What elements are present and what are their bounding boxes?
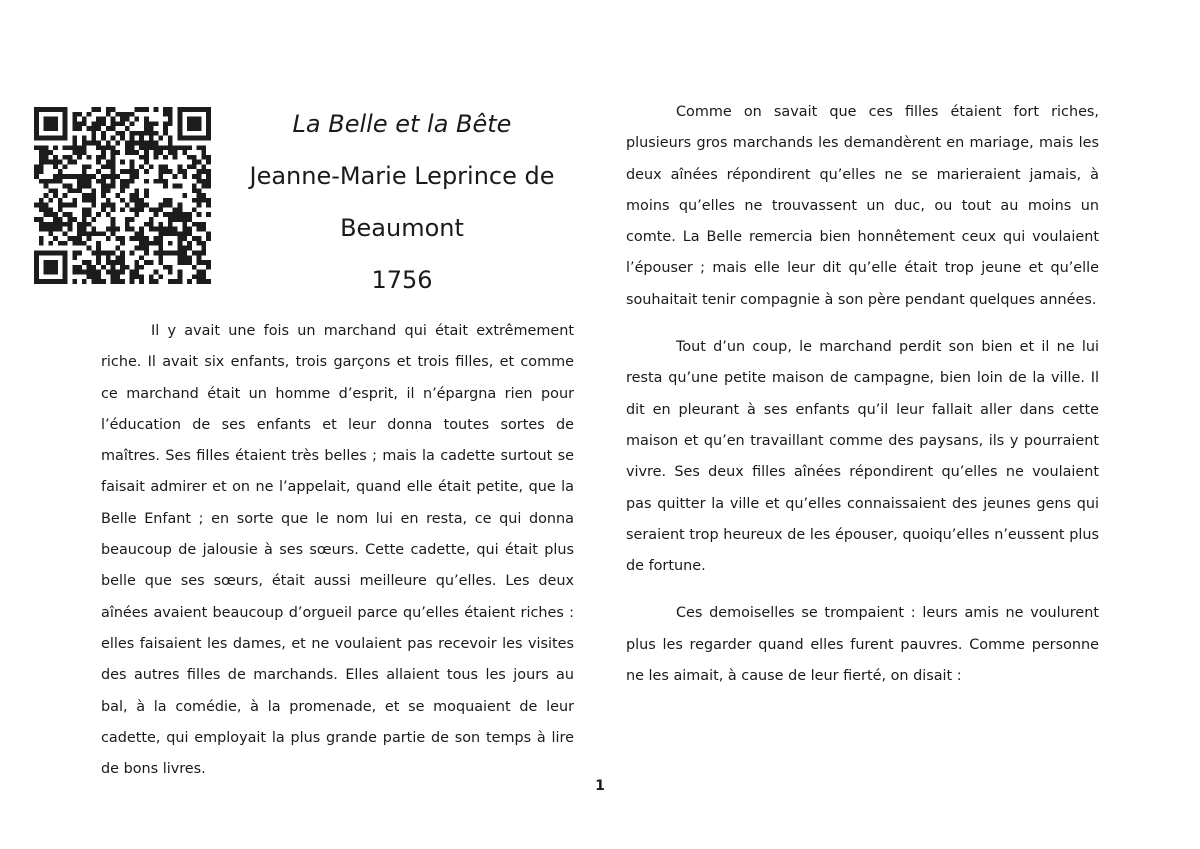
- paragraph: Il y avait une fois un marchand qui était extrêmement riche. Il avait six enfants, trois garçons et trois filles, et comme ce marchand était un homme d’esprit, il n’épargna rien pour l’éducation de ses enfants et leur donna toutes sortes de maîtres. Ses filles étaient très belles ; mais la cadette surtout se faisait admirer et on ne l’appelait, quand elle était petite, que la Belle Enfant ; en sorte que le nom lui en resta, ce qui donna beaucoup de jalousie à ses sœurs. Cette cadette, qui était plus belle que ses sœurs, était aussi meilleure qu’elles. Les deux aînées avaient beaucoup d’orgueil parce qu’elles étaient riches : elles faisaient les dames, et ne voulaient pas recevoir les visites des autres filles de marchands. Elles allaient tous les jours au bal, à la comédie, à la promenade, et se moquaient de leur cadette, qui employait la plus grande partie de son temps à lire de bons livres.: [101, 323, 574, 778]
- right-text-column: [626, 97, 1099, 692]
- qr-code: [34, 107, 211, 284]
- paragraph: Comme on savait que ces filles étaient fort riches, plusieurs gros marchands les demandèrent en mariage, mais les deux aînées répondirent qu’elles ne se marieraient jamais, à moins qu’elles ne trouvassent un duc, ou tout au moins un comte. La Belle remercia bien honnêtement ceux qui voulaient l’épouser ; mais elle leur dit qu’elle était trop jeune et qu’elle souhaitait tenir compagnie à son père pendant quelques années.: [626, 104, 1099, 308]
- left-text-column: [101, 316, 574, 785]
- paragraph: Ces demoiselles se trompaient : leurs amis ne voulurent plus les regarder quand elles furent pauvres. Comme personne ne les aimait, à cause de leur fierté, on disait :: [626, 605, 1099, 685]
- title-block: [232, 98, 572, 306]
- publication-year: 1756: [371, 266, 433, 294]
- author-line-1: Jeanne-Marie Leprince de: [249, 162, 555, 190]
- qr-code-image: [34, 107, 211, 284]
- book-title: La Belle et la Bête: [292, 110, 512, 138]
- paragraph: Tout d’un coup, le marchand perdit son bien et il ne lui resta qu’une petite maison de campagne, bien loin de la ville. Il dit en pleurant à ses enfants qu’il leur fallait aller dans cette maison et qu’en travaillant comme des paysans, ils y pourraient vivre. Ses deux filles aînées répondirent qu’elles ne voulaient pas quitter la ville et qu’elles connaissaient des jeunes gens qui seraient trop heureux de les épouser, quoiqu’elles n’eussent plus de fortune.: [626, 339, 1099, 575]
- author-line-2: Beaumont: [340, 214, 464, 242]
- page-number: 1: [595, 778, 605, 794]
